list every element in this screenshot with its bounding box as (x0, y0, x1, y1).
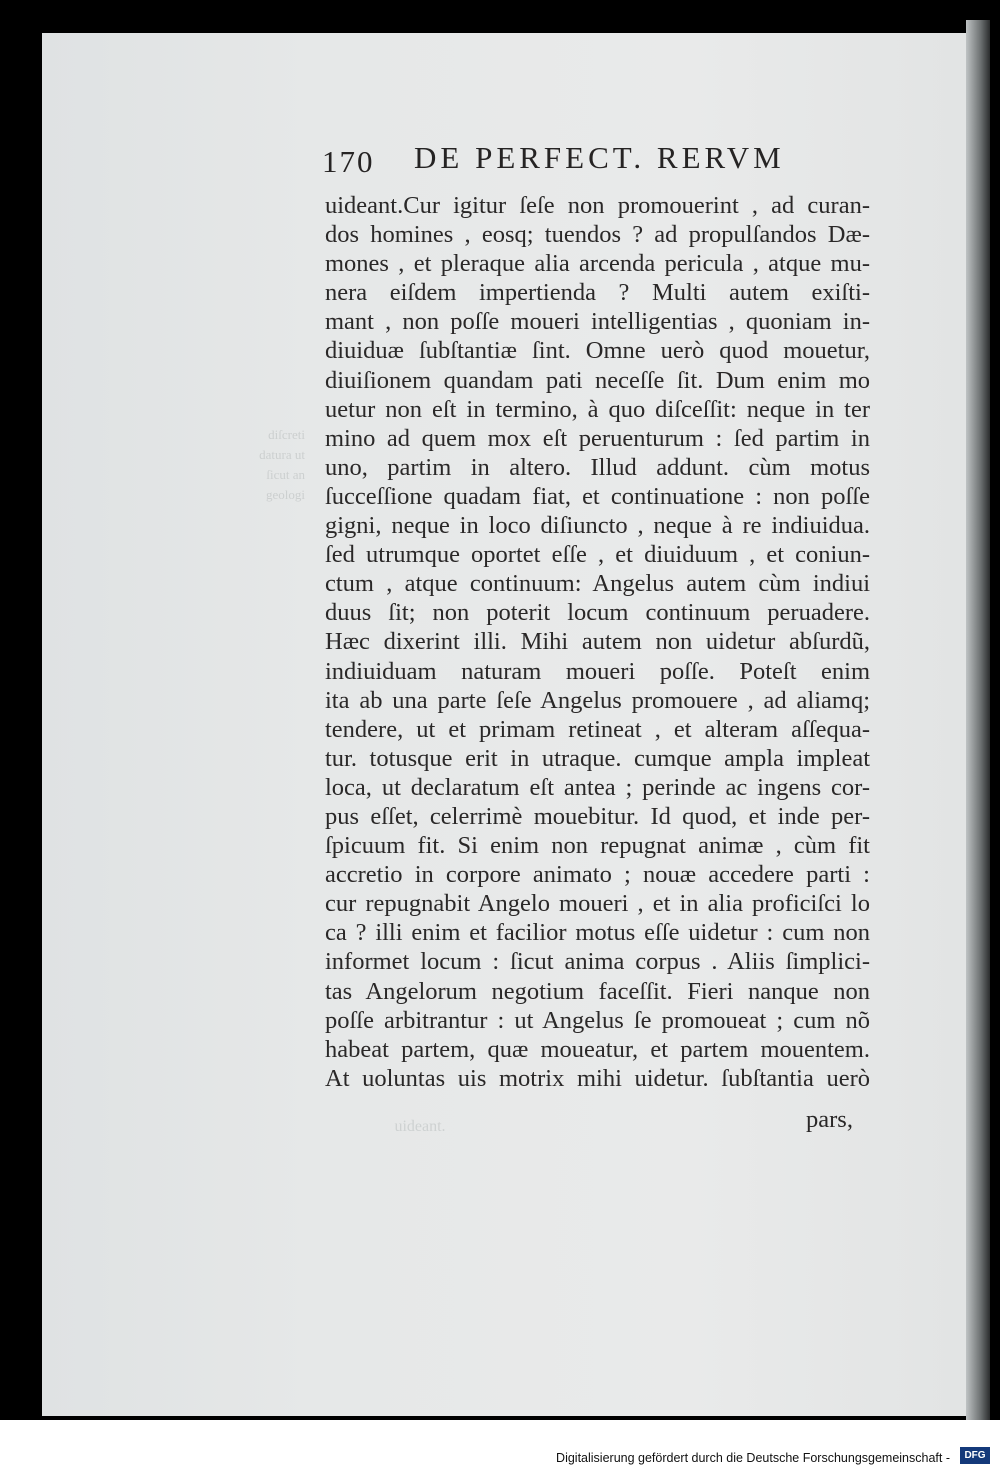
text-line: duus ſit; non poterit locum continuum peruadere. (325, 599, 870, 627)
text-line: indiuiduam naturam moueri poſſe. Poteſt enim (325, 657, 870, 685)
text-line: At uoluntas uis motrix mihi uidetur. ſubſtantia uerò (325, 1064, 870, 1092)
dfg-logo: DFG (960, 1447, 990, 1464)
text-line: diuiſionem quandam pati neceſſe ſit. Dum enim mo (325, 366, 870, 394)
text-line: ſucceſſione quadam fiat, et continuatione : non poſſe (325, 482, 870, 510)
text-line: uetur non eſt in termino, à quo diſceſſit: neque in ter (325, 395, 870, 423)
show-through-bottom-text: uideant. (394, 1118, 446, 1135)
text-line: cur repugnabit Angelo moueri , et in alia proficiſci lo (325, 890, 870, 918)
text-line: poſſe arbitrantur : ut Angelus ſe promoueat ; cum nõ (325, 1006, 870, 1034)
text-line: loca, ut declaratum eſt antea ; perinde ac ingens cor- (325, 773, 870, 801)
text-line: tas Angelorum negotium faceſſit. Fieri nanque non (325, 977, 870, 1005)
text-line: Hæc dixerint illi. Mihi autem non uidetur abſurdũ, (325, 628, 870, 656)
running-head (322, 140, 882, 184)
text-line: ctum , atque continuum: Angelus autem cùm indiui (325, 570, 870, 598)
show-through-margin-text: diſcreti datura ut ſicut an geologi (259, 427, 305, 502)
text-line: informet locum : ſicut anima corpus . Aliis ſimplici- (325, 948, 870, 976)
text-line: tendere, ut et primam retineat , et alteram aſſequa- (325, 715, 870, 743)
text-line: mant , non poſſe moueri intelligentias , quoniam in- (325, 308, 870, 336)
text-line: ſpicuum fit. Si enim non repugnat animæ , cùm fit (325, 832, 870, 860)
text-line: dos homines , eosq; tuendos ? ad propulſandos Dæ- (325, 221, 870, 249)
text-line: tur. totusque erit in utraque. cumque ampla impleat (325, 744, 870, 772)
body-text (325, 191, 870, 1093)
text-line: diuiduæ ſubſtantiæ ſint. Omne uerò quod mouetur, (325, 337, 870, 365)
text-line: mino ad quem mox eſt peruenturum : ſed partim in (325, 424, 870, 452)
text-line: nera eiſdem impertienda ? Multi autem exiſti- (325, 279, 870, 307)
text-line: gigni, neque in loco diſiunctо , neque à re indiuidua. (325, 512, 870, 540)
text-line: uideant.Cur igitur ſeſe non promouerint , ad curan- (325, 192, 870, 219)
funding-credit: Digitalisierung gefördert durch die Deutsche Forschungsgemeinschaft - (556, 1451, 950, 1465)
catchword: pars, (806, 1106, 853, 1133)
text-line: ca ? illi enim et facilior motus eſſe uidetur : cum non (325, 919, 870, 947)
text-line: uno, partim in altero. Illud addunt. cùm motus (325, 453, 870, 481)
header-title: DE PERFECT. RERVM (414, 140, 785, 175)
text-line: ita ab una parte ſeſe Angelus promouere , ad aliamq; (325, 686, 870, 714)
text-line: habeat partem, quæ moueatur, et partem mouentem. (325, 1035, 870, 1063)
page-number: 170 (322, 144, 375, 179)
text-line: pus eſſet, celerrimè mouebitur. Id quod, et inde per- (325, 802, 870, 830)
text-line: accretio in corpore animato ; nouæ accedere parti : (325, 861, 870, 889)
page-edge-shadow (966, 20, 990, 1420)
text-line: mones , et pleraque alia arcenda pericula , atque mu- (325, 250, 870, 278)
text-line: ſed utrumque oportet eſſe , et diuiduum , et coniun- (325, 541, 870, 569)
